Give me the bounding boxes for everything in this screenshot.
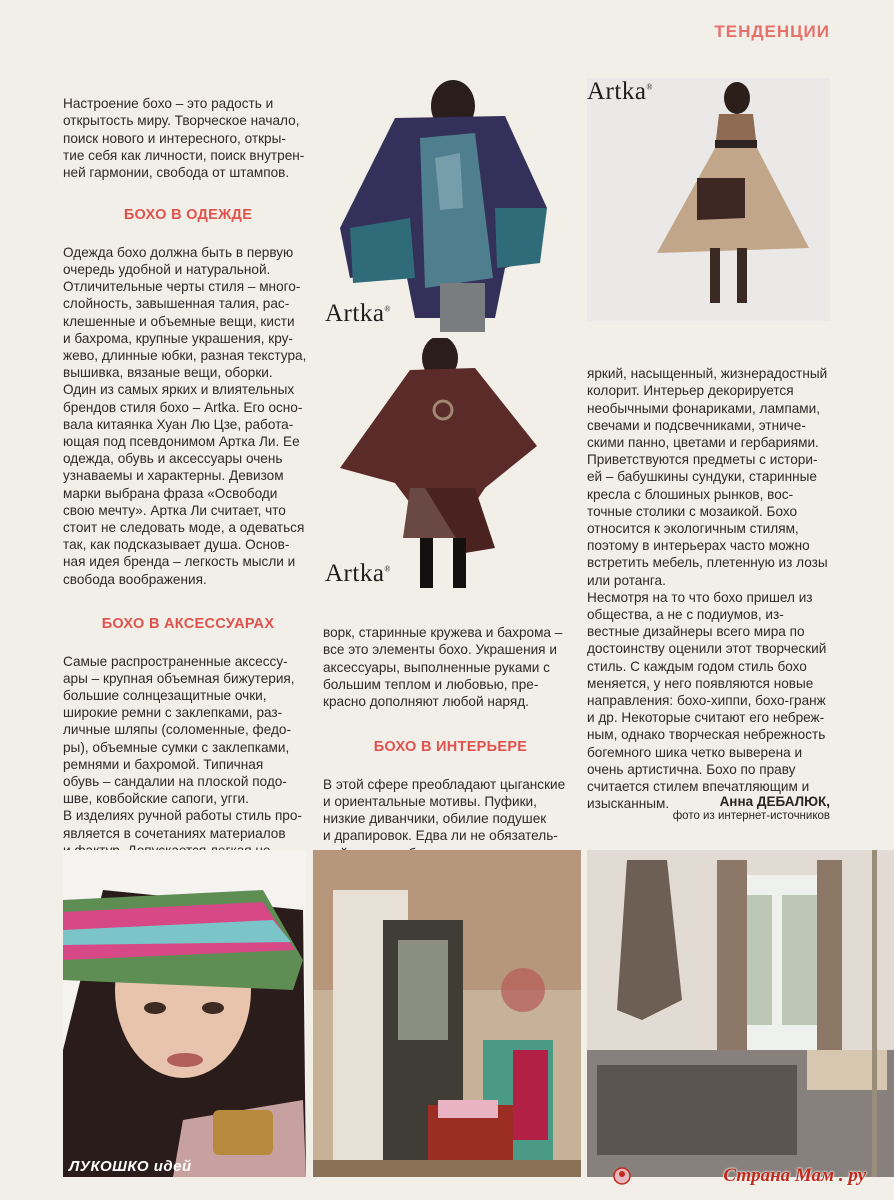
interior-text: В этой сфере преобладают цыганские и ориентальные мотивы. Пуфики, низкие диванчики, обилие подушек и драпировок. Едва ли не обязатель-: [323, 776, 566, 844]
author-credit: Анна ДЕБАЛЮК,: [719, 794, 830, 809]
middle-text: ворк, старинные кружева и бахрома – все это элементы бохо. Украшения и аксессуары, выполненные руками с большим теплом и любовью, пре- красно дополняют любой наряд.: [323, 625, 563, 710]
photo-interior-bedroom: [587, 850, 894, 1177]
left-column: [63, 78, 313, 928]
photo-artka-sweater: [325, 338, 547, 588]
photo-interior-door: [313, 850, 581, 1177]
heading-interior: БОХО В ИНТЕРЬЕРЕ: [373, 739, 528, 756]
artka-logo: Artka®: [325, 300, 391, 327]
section-tag: ТЕНДЕНЦИИ: [714, 22, 830, 41]
photo-artka-dress: [587, 78, 830, 321]
photo-credit: фото из интернет-источников: [672, 810, 830, 822]
heading-clothing: БОХО В ОДЕЖДЕ: [123, 207, 253, 224]
watermark-text: Страна Мам . ру: [723, 1165, 866, 1186]
clothing-text: Одежда бохо должна быть в первую очередь удобной и натуральной. Отличительные черты стиля – много- слойность, завышенная талия, рас- клешенные и объемные вещи, кисти и бахрома, крупные украшения, кру- жево, длинные юбки, разная текстура, вышивка, вязаные вещи, оборки. Один из самых ярких и влиятельных брендов стиля бохо – Artka. Его осно- вала китаянка Хуан Лю Цзе, работа- ющая под псевдонимом Артка Ли. Ее одежда, обувь и аксессуары очень узнаваемы и характерны. Девизом марки выбрана фраза «Освободи свою мечту». Артка Ли считает, что стоит не следовать моде, а одеваться так, как подсказывает душа. Основ- ная идея бренда – легкость мысли и свобода воображения.: [63, 244, 307, 587]
artka-logo: Artka®: [587, 78, 653, 105]
artka-logo: Artka®: [325, 560, 391, 587]
right-column: [587, 348, 832, 830]
right-text: яркий, насыщенный, жизнерадостный колорит. Интерьер декорируется необычными фонариками, лампами, свечами и подсвечниками, этниче- скими панно, цветами и гербариями. Приветствуются предметы с истори- ей – бабушкины сундуки, старинные кресла с блошиных рынков, вос- точные столики с мозаикой. Бохо относится к экологичным стилям, поэтому в интерьерах часто можно встретить мебель, плетенную из лозы или ротанга. Несмотря на то что бохо пришел из общества, а не с подиумов, из- вестные дизайнеры всего мира по достоинству оценили этот творческий стиль. С каждым годом стиль бохо меняется, у него появляются новые направления: бохо-хиппи, бохо-гранж и др. Некоторые считают его небреж- ным, однако творческая небрежность богемного шика четко выверена и очень артистична. Бохо по праву считается стилем впечатляющим и изысканным.: [587, 366, 828, 812]
accessories-text: Самые распространенные аксессу- ары – крупная объемная бижутерия, большие солнцезащитные очки, широкие ремни с заклепками, раз- личные шляпы (соломенные, федо- ры), объемные сумки с заклепками, ремнями и бахромой. Типичная обувь – сандалии на плоской подо- шве, ковбойские сапоги, угги. В изделиях ручной работы стиль про- является в сочетаниях материалов: [63, 653, 302, 841]
heading-accessories: БОХО В АКСЕССУАРАХ: [101, 616, 275, 633]
intro-text: Настроение бохо – это радость и открытость миру. Творческое начало, поиск нового и интересного, откры- тие себя как личности, поиск внутрен- ней гармонии, свобода от штампов.: [63, 96, 305, 181]
photo-artka-coat: [325, 78, 571, 332]
photo-woman-headband: [63, 850, 306, 1177]
watermark-logo-icon: [612, 1166, 632, 1186]
magazine-name: ЛУКОШКО идей: [69, 1158, 192, 1175]
